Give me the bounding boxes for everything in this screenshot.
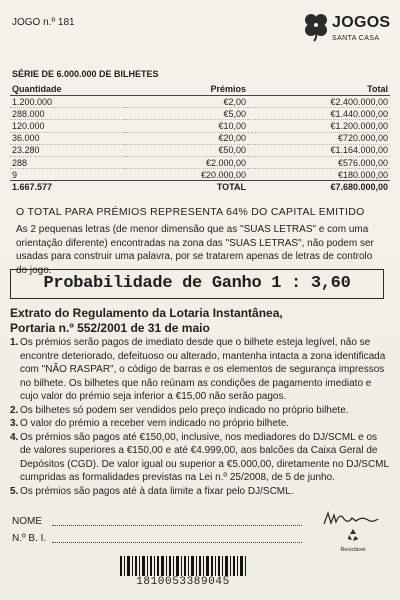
cell-quantity: 120.000 bbox=[10, 120, 124, 132]
recycle-icon bbox=[346, 528, 360, 542]
list-item bbox=[10, 404, 390, 418]
cell-prize: €2,00 bbox=[124, 96, 248, 108]
cell-total: €576.000,00 bbox=[248, 156, 390, 168]
capital-emitted-text: O TOTAL PARA PRÉMIOS REPRESENTA 64% DO CAPITAL EMITIDO bbox=[16, 206, 365, 218]
jogo-number: JOGO n.º 181 bbox=[12, 17, 75, 28]
regulation-title bbox=[10, 306, 283, 336]
recycle-badge bbox=[340, 528, 366, 553]
cell-prize: €20,00 bbox=[124, 132, 248, 144]
table-row bbox=[10, 120, 390, 132]
bi-field[interactable] bbox=[12, 533, 46, 544]
barcode-number: 1810053389045 bbox=[136, 576, 230, 588]
table-row bbox=[10, 169, 390, 181]
series-title: SÉRIE DE 6.000.000 DE BILHETES bbox=[12, 69, 159, 79]
cell-prize: €20.000,00 bbox=[124, 169, 248, 181]
total-label: TOTAL bbox=[124, 181, 248, 193]
table-row bbox=[10, 108, 390, 120]
logo-name: JOGOS bbox=[332, 14, 391, 31]
item-text: Os bilhetes só podem ser vendidos pelo preço indicado no próprio bilhete. bbox=[20, 404, 349, 416]
header-total: Total bbox=[248, 83, 390, 96]
jogos-santa-casa-logo bbox=[302, 12, 391, 46]
cell-total: €1.164.000,00 bbox=[248, 144, 390, 156]
item-text: Os prémios são pagos até €150,00, inclusive, nos mediadores do DJ/SCML e os de valores superiores a €150,00 e até €4.999,00, aos balcões da Caixa Geral de Depósitos (CGD). De valor igual ou superior a €5.000,00, diretamente no DJ/SCML cumpridas as formalidades previstas na Lei n.º 25/2008, de 5 de junho. bbox=[20, 431, 389, 483]
cell-quantity: 1.200.000 bbox=[10, 96, 124, 108]
total-value: €7.680.000,00 bbox=[248, 181, 390, 193]
cell-prize: €5,00 bbox=[124, 108, 248, 120]
item-number: 5. bbox=[10, 485, 19, 497]
list-item bbox=[10, 336, 390, 404]
recycle-label: Reciclável bbox=[340, 547, 366, 553]
nome-field[interactable] bbox=[12, 516, 42, 527]
cell-prize: €10,00 bbox=[124, 120, 248, 132]
cell-total: €2.400.000,00 bbox=[248, 96, 390, 108]
cell-quantity: 9 bbox=[10, 169, 124, 181]
item-text: O valor do prémio a receber vem indicado no próprio bilhete. bbox=[20, 418, 290, 429]
cell-total: €1.440.000,00 bbox=[248, 108, 390, 120]
cell-quantity: 288.000 bbox=[10, 108, 124, 120]
item-number: 4. bbox=[10, 431, 19, 443]
list-item bbox=[10, 485, 390, 499]
barcode bbox=[118, 556, 248, 576]
item-number: 3. bbox=[10, 418, 19, 429]
logo-subtitle: SANTA CASA bbox=[332, 35, 380, 42]
cell-quantity: 288 bbox=[10, 156, 124, 168]
list-item bbox=[10, 431, 390, 485]
table-row bbox=[10, 156, 390, 168]
table-total-row bbox=[10, 181, 390, 193]
regulation-list bbox=[10, 336, 390, 498]
bi-label: N.º B. I. bbox=[12, 533, 47, 544]
probability-box: Probabilidade de Ganho 1 : 3,60 bbox=[10, 269, 384, 299]
item-number: 2. bbox=[10, 404, 19, 416]
bi-line[interactable] bbox=[52, 542, 302, 543]
cell-prize: €50,00 bbox=[124, 144, 248, 156]
table-row bbox=[10, 144, 390, 156]
item-text: Os prémios são pagos até à data limite a fixar pelo DJ/SCML. bbox=[20, 485, 294, 497]
control-letters-note: As 2 pequenas letras (de menor dimensão que as "SUAS LETRAS" e com uma orientação diferente) encontradas na zona das "SUAS LETRAS", não podem ser usadas para construir uma palavra, por se tratarem apenas de letras de controlo do jogo. bbox=[16, 224, 374, 276]
total-quantity: 1.667.577 bbox=[10, 181, 124, 193]
signature-mark bbox=[322, 510, 380, 528]
prize-table-header bbox=[10, 83, 390, 96]
nome-label: NOME bbox=[12, 516, 42, 527]
table-row bbox=[10, 132, 390, 144]
clover-icon bbox=[302, 12, 330, 42]
cell-quantity: 23.280 bbox=[10, 144, 124, 156]
header-prize: Prémios bbox=[124, 83, 248, 96]
list-item bbox=[10, 417, 390, 431]
cell-prize: €2.000,00 bbox=[124, 156, 248, 168]
cell-total: €180.000,00 bbox=[248, 169, 390, 181]
item-number: 1. bbox=[10, 337, 19, 348]
regulation-title-line1: Extrato do Regulamento da Lotaria Instantânea, bbox=[10, 306, 283, 320]
table-row bbox=[10, 96, 390, 108]
cell-total: €720.000,00 bbox=[248, 132, 390, 144]
nome-line[interactable] bbox=[52, 525, 302, 526]
item-text: Os prémios serão pagos de imediato desde que o bilhete esteja legível, não se encontre deteriorado, defeituoso ou alterado, mantenha intacta a zona identificada com "NÃO RASPAR", o código de barras e os elementos de segurança impressos no bilhete. Os bilhetes que não reúnam as condições de pagamento imediato e cujo valor do prémio seja inferior a €15,00 não serão pagos. bbox=[20, 337, 386, 402]
regulation-title-line2: Portaria n.º 552/2001 de 31 de maio bbox=[10, 321, 210, 335]
header-quantity: Quantidade bbox=[10, 83, 124, 96]
cell-total: €1.200.000,00 bbox=[248, 120, 390, 132]
cell-quantity: 36.000 bbox=[10, 132, 124, 144]
prize-table bbox=[10, 83, 390, 193]
